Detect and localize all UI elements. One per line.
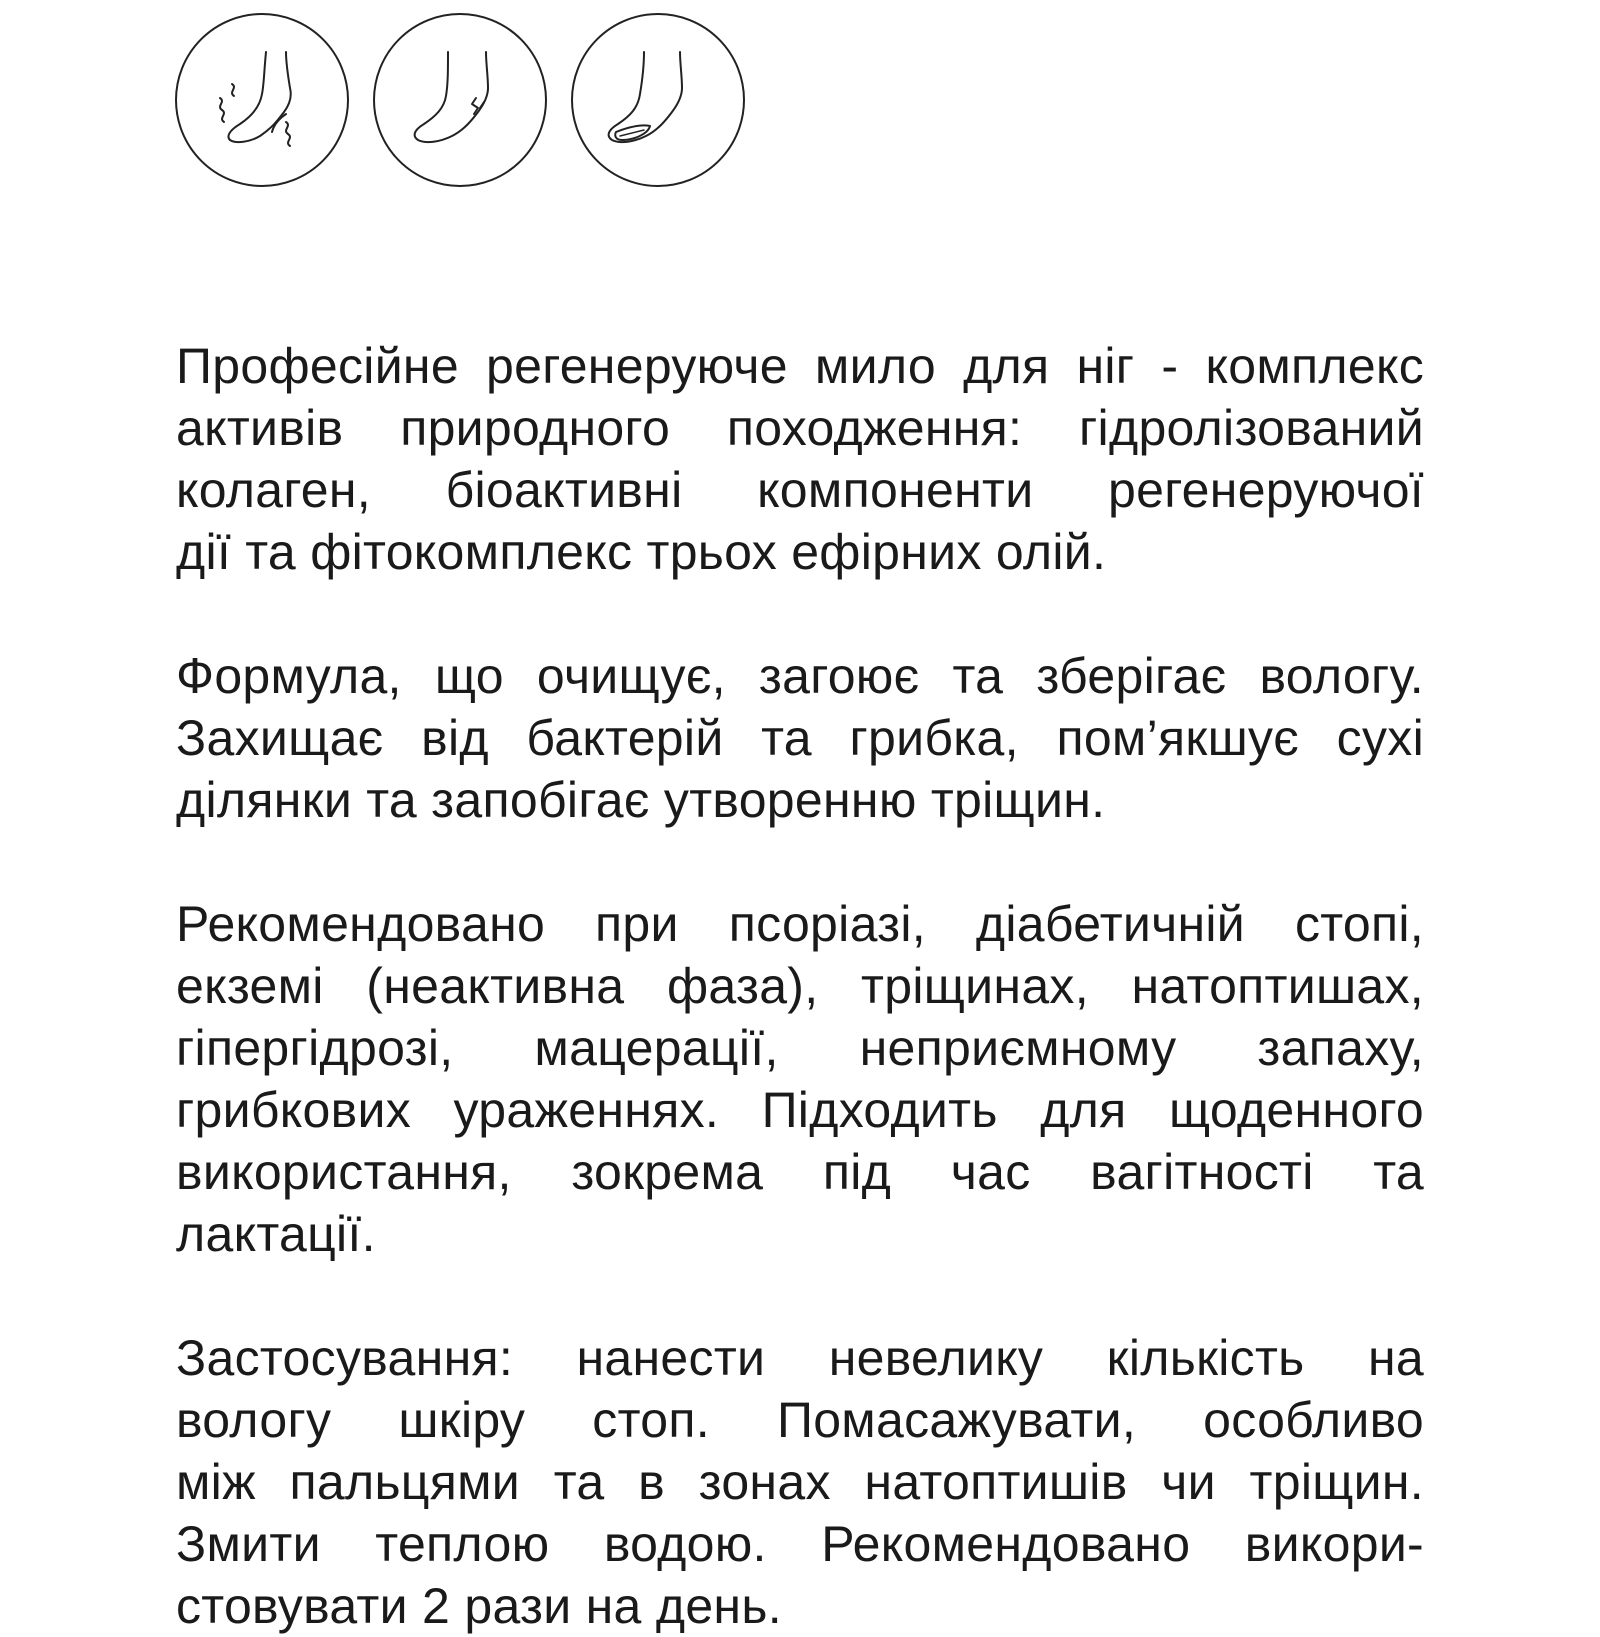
icon-row (174, 12, 746, 188)
paragraph-composition (176, 335, 1424, 583)
text-line: грибкових ураженнях. Підходить для щоденного (176, 1082, 1424, 1138)
text-line: між пальцями та в зонах натоптишів чи тріщин. (176, 1454, 1424, 1510)
text-line: гіпергідрозі, мацерації, неприємному запаху, (176, 1020, 1424, 1076)
text-line: Професійне регенеруюче мило для ніг - комплекс (176, 338, 1424, 394)
text-line: Застосування: нанести невелику кількість на (176, 1330, 1424, 1386)
text-line: Захищає від бактерій та грибка, пом’якшує сухі (176, 710, 1424, 766)
paragraph-formula (176, 645, 1424, 831)
foot-cracked-heel-icon (372, 12, 548, 188)
foot-sole-callus-icon (570, 12, 746, 188)
text-line: колаген, біоактивні компоненти регенеруючої (176, 462, 1424, 518)
text-line: Формула, що очищує, загоює та зберігає вологу. (176, 648, 1424, 704)
text-line: екземі (неактивна фаза), тріщинах, натоптишах, (176, 958, 1424, 1014)
description-text (176, 335, 1424, 1637)
text-line: вологу шкіру стоп. Помасажувати, особливо (176, 1392, 1424, 1448)
text-line: Змити теплою водою. Рекомендовано викори- (176, 1516, 1424, 1572)
text-line: лактації. (176, 1206, 376, 1262)
text-line: активів природного походження: гідролізований (176, 400, 1424, 456)
paragraph-usage (176, 1327, 1424, 1637)
foot-odor-icon (174, 12, 350, 188)
text-line: стовувати 2 рази на день. (176, 1578, 782, 1634)
text-line: Рекомендовано при псоріазі, діабетичній стопі, (176, 896, 1424, 952)
text-line: ділянки та запобігає утворенню тріщин. (176, 772, 1106, 828)
paragraph-recommendations (176, 893, 1424, 1265)
text-line: дії та фітокомплекс трьох ефірних олій. (176, 524, 1107, 580)
text-line: використання, зокрема під час вагітності та (176, 1144, 1424, 1200)
